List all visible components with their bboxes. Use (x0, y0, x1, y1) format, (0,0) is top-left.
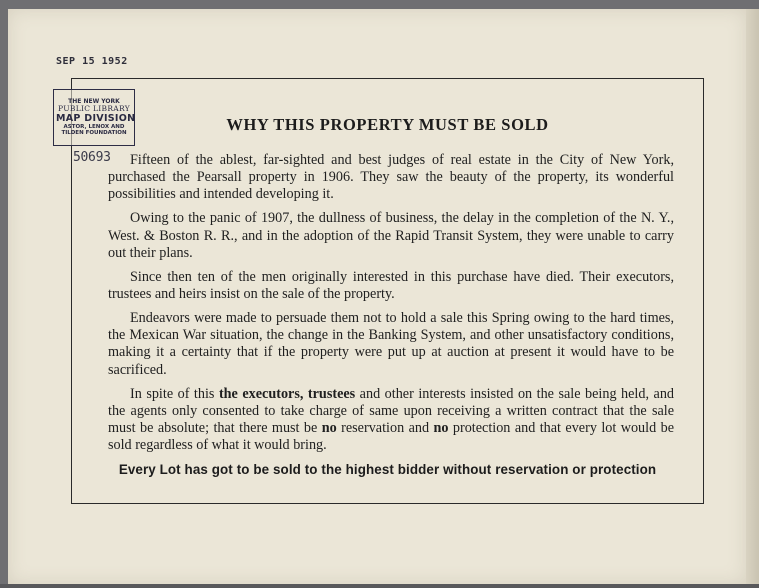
paragraph (108, 386, 674, 455)
closing-statement: Every Lot has got to be sold to the highest bidder without reservation or protection (118, 462, 657, 477)
bold-text: no (321, 420, 337, 437)
library-stamp-line: MAP DIVISION (56, 112, 136, 124)
paragraph: Since then ten of the men originally interested in this purchase have died. Their executors, trustees and heirs insist on the sale of the property. (108, 268, 674, 303)
library-stamp-line: TILDEN FOUNDATION (61, 130, 127, 137)
text-run: reservation and (336, 420, 434, 437)
text-run: In spite of this (130, 385, 219, 402)
date-stamp: SEP 15 1952 (56, 56, 128, 67)
bold-text: no (433, 420, 449, 437)
page-bottom-shadow (0, 584, 759, 588)
paragraph: Owing to the panic of 1907, the dullness of business, the delay in the completion of the N. Y., West. & Boston R. R., and in the adoption of the Rapid Transit System, they were unable to carry out their plans. (108, 210, 674, 261)
library-stamp-line: THE NEW YORK (68, 97, 120, 105)
page-edge (746, 9, 759, 584)
body-text (108, 152, 674, 461)
paragraph: Fifteen of the ablest, far-sighted and best judges of real estate in the City of New York, purchased the Pearsall property in 1906. They saw the beauty of the property, its wonderful possibilities and intended developing it. (108, 152, 674, 203)
library-stamp-line: ASTOR, LENOX AND (63, 124, 125, 131)
bold-text: the executors, trustees (218, 385, 356, 402)
library-stamp-line: PUBLIC LIBRARY (58, 104, 130, 114)
accession-number: 50693 (73, 150, 111, 165)
page-title: WHY THIS PROPERTY MUST BE SOLD (226, 115, 549, 134)
text-run: and other interests insisted on the sale being held, and the agents only consented to take charge of same upon receiving a written contract that the sale must be absolute; that there must be (108, 385, 675, 437)
paragraph: Endeavors were made to persuade them not to hold a sale this Spring owing to the hard times, the Mexican War situation, the change in the Banking System, and other unsatisfactory conditions, making it a certainty that if the property were put up at auction at present it would have to be sacrificed. (108, 310, 674, 378)
text-run: protection and that every lot would be sold regardless of what it would bring. (108, 420, 674, 454)
